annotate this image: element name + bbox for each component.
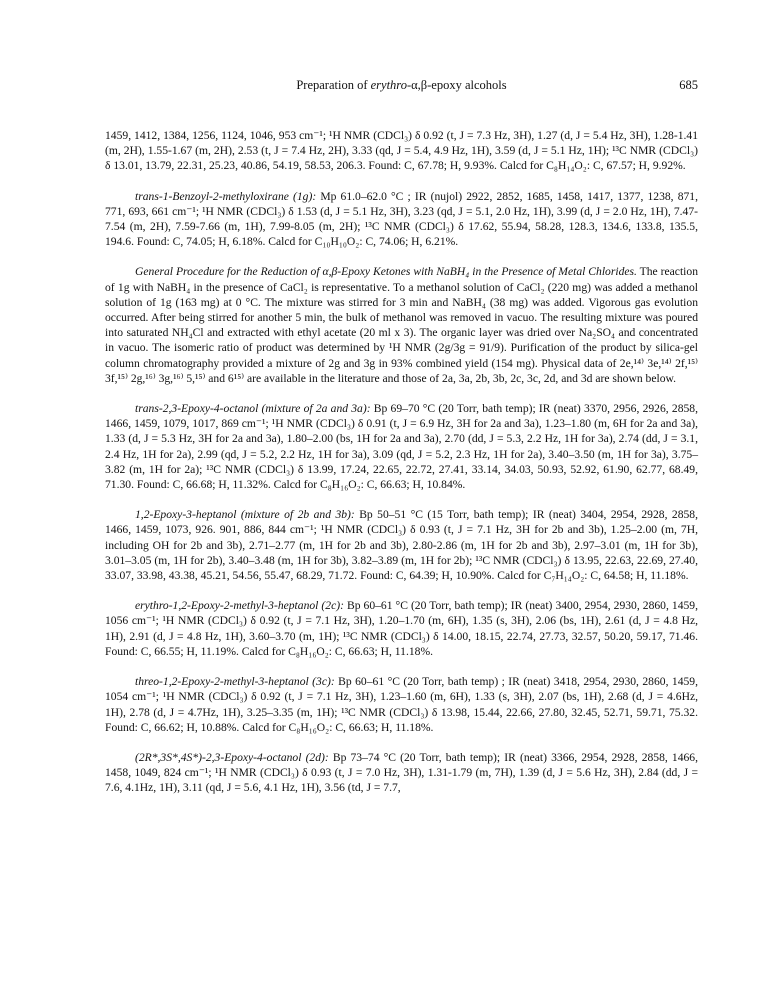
- paragraph-5: 1,2-Epoxy-3-heptanol (mixture of 2b and 3b): Bp 50–51 °C (15 Torr, bath temp); IR (neat) 3404, 2954, 2928, 2858, 1466, 1459, 1073, 926. 901, 886, 844 cm⁻¹; ¹H NMR (CDCl₃) δ 0.93 (t, J = 7.1 Hz, 3H for 2b and 3b), 1.25–2.00 (m, 7H, including OH for 2b and 3b), 2.71–2.77 (m, 1H for 2b and 3b), 2.80-2.86 (m, 1H for 2b and 3b), 2.97–3.01 (m, 1H for 3b), 3.01–3.05 (m, 1H for 2b), 3.40–3.48 (m, 1H for 3b), 3.82–3.89 (m, 1H for 2b); ¹³C NMR (CDCl₃) δ 13.95, 22.63, 22.69, 27.40, 33.07, 33.98, 43.38, 45.21, 54.56, 55.47, 68.29, 71.72. Found: C, 64.39; H, 10.90%. Calcd for C₇H₁₄O₂: C, 64.58; H, 11.18%.: [105, 508, 698, 583]
- paragraph-4: trans-2,3-Epoxy-4-octanol (mixture of 2a and 3a): Bp 69–70 °C (20 Torr, bath temp); IR (neat) 3370, 2956, 2926, 2858, 1466, 1459, 1079, 1017, 869 cm⁻¹; ¹H NMR (CDCl₃) δ 0.91 (t, J = 6.9 Hz, 3H for 2a and 3a), 1.23–1.80 (m, 6H for 2a and 3a), 1.33 (d, J = 5.3 Hz, 3H for 2a and 3a), 1.80–2.00 (bs, 1H for 2a and 3a), 2.70 (dd, J = 5.3, 2.2 Hz, 1H for 3a), 2.74 (dd, J = 3.1, 2.4 Hz, 1H for 2a), 2.99 (qd, J = 5.2, 2.2 Hz, 1H for 3a), 3.09 (qd, J = 5.2, 2.3 Hz, 1H for 2a), 3.40–3.50 (m, 1H for 3a), 3.75–3.82 (m, 1H for 2a); ¹³C NMR (CDCl₃) δ 13.99, 17.24, 22.65, 22.72, 27.41, 33.14, 34.03, 50.93, 52.92, 61.90, 62.77, 68.49, 71.30. Found: C, 66.68; H, 11.32%. Calcd for C₈H₁₆O₂: C, 66.63; H, 10.84%.: [105, 402, 698, 492]
- running-title: Preparation of erythro-α,β-epoxy alcohols: [296, 78, 507, 92]
- paragraph-6: erythro-1,2-Epoxy-2-methyl-3-heptanol (2c): Bp 60–61 °C (20 Torr, bath temp); IR (neat) 3400, 2954, 2930, 2860, 1459, 1056 cm⁻¹; ¹H NMR (CDCl₃) δ 0.92 (t, J = 7.1 Hz, 3H), 1.20–1.70 (m, 6H), 1.35 (s, 3H), 2.06 (bs, 1H), 2.61 (d, J = 4.8 Hz, 1H), 2.91 (d, J = 4.8 Hz, 1H), 3.60–3.70 (m, 1H); ¹³C NMR (CDCl₃) δ 14.00, 18.15, 22.74, 27.73, 32.57, 50.20, 59.17, 71.46. Found: C, 66.55; H, 11.19%. Calcd for C₈H₁₆O₂: C, 66.63; H, 11.18%.: [105, 599, 698, 658]
- paragraph-8: (2R*,3S*,4S*)-2,3-Epoxy-4-octanol (2d): Bp 73–74 °C (20 Torr, bath temp); IR (neat) 3366, 2954, 2928, 2858, 1466, 1458, 1049, 824 cm⁻¹; ¹H NMR (CDCl₃) δ 0.93 (t, J = 7.0 Hz, 3H), 1.31-1.79 (m, 7H), 1.39 (d, J = 5.6 Hz, 3H), 2.84 (dd, J = 7.6, 4.1Hz, 1H), 3.11 (qd, J = 5.6, 4.1 Hz, 1H), 3.56 (td, J = 7.7,: [105, 750, 698, 795]
- paragraph-1: 1459, 1412, 1384, 1256, 1124, 1046, 953 cm⁻¹; ¹H NMR (CDCl₃) δ 0.92 (t, J = 7.3 Hz, 3H), 1.27 (d, J = 5.4 Hz, 3H), 1.28-1.41 (m, 2H), 1.55-1.67 (m, 2H), 2.53 (t, J = 7.4 Hz, 2H), 3.33 (qd, J = 5.4, 4.9 Hz, 1H), 3.59 (d, J = 5.1 Hz, 1H); ¹³C NMR (CDCl₃) δ 13.01, 13.79, 22.31, 25.23, 40.86, 54.19, 58.53, 206.3. Found: C, 67.78; H, 9.93%. Calcd for C₈H₁₄O₂: C, 67.57; H, 9.92%.: [105, 129, 698, 173]
- compound-label: 1,2-Epoxy-3-heptanol (mixture of 2b and 3b):: [135, 508, 355, 522]
- running-header: [105, 78, 698, 94]
- compound-label: threo-1,2-Epoxy-2-methyl-3-heptanol (3c):: [135, 675, 335, 689]
- section-heading: General Procedure for the Reduction of α,β-Epoxy Ketones with NaBH₄ in the Presence of Metal Chlorides.: [135, 265, 637, 279]
- paragraph-7: threo-1,2-Epoxy-2-methyl-3-heptanol (3c): Bp 60–61 °C (20 Torr, bath temp) ; IR (neat) 3418, 2954, 2930, 2860, 1459, 1054 cm⁻¹; ¹H NMR (CDCl₃) δ 0.92 (t, J = 7.1 Hz, 3H), 1.23–1.60 (m, 6H), 1.33 (s, 3H), 2.07 (bs, 1H), 2.68 (d, J = 4.6Hz, 1H), 2.78 (d, J = 4.7Hz, 1H), 3.25–3.35 (m, 1H); ¹³C NMR (CDCl₃) δ 13.98, 15.44, 22.66, 27.80, 32.45, 52.71, 59.71, 75.32. Found: C, 66.62; H, 10.88%. Calcd for C₈H₁₆O₂: C, 66.63; H, 11.18%.: [105, 675, 699, 734]
- page-number: 685: [679, 78, 698, 92]
- compound-label: trans-2,3-Epoxy-4-octanol (mixture of 2a and 3a):: [135, 402, 371, 416]
- document-body: [105, 128, 698, 811]
- compound-label: (2R*,3S*,4S*)-2,3-Epoxy-4-octanol (2d):: [135, 750, 329, 764]
- paragraph-2: trans-1-Benzoyl-2-methyloxirane (1g): Mp 61.0–62.0 °C ; IR (nujol) 2922, 2852, 1685, 1458, 1417, 1377, 1238, 871, 771, 693, 661 cm⁻¹; ¹H NMR (CDCl₃) δ 1.53 (d, J = 5.1 Hz, 3H), 3.23 (qd, J = 5.1, 2.0 Hz, 1H), 3.99 (d, J = 2.0 Hz, 1H), 7.47-7.54 (m, 2H), 7.59-7.66 (m, 1H), 7.99-8.05 (m, 2H); ¹³C NMR (CDCl₃) δ 17.62, 55.94, 58.28, 128.3, 134.6, 133.8, 135.5, 194.6. Found: C, 74.05; H, 6.18%. Calcd for C₁₀H₁₀O₂: C, 74.06; H, 6.21%.: [105, 189, 698, 249]
- paragraph-3: General Procedure for the Reduction of α,β-Epoxy Ketones with NaBH₄ in the Presence of Metal Chlorides. The reaction of 1g with NaBH₄ in the presence of CaCl₂ is representative. To a methanol solution of CaCl₂ (220 mg) was added a methanol solution of 1g (163 mg) at 0 °C. The mixture was stirred for 3 min and NaBH₄ (38 mg) was added. Vigorous gas evolution occurred. After being stirred for another 5 min, the bulk of methanol was removed in vacuo. The resulting mixture was poured into saturated NH₄Cl and extracted with ethyl acetate (20 ml x 3). The organic layer was dried over Na₂SO₄ and concentrated in vacuo. The isomeric ratio of product was determined by ¹H NMR (2g/3g = 91/9). Purification of the product by silica-gel column chromatography provided a mixture of 2g and 3g in 93% combined yield (154 mg). Physical data of 2e,¹⁴⁾ 3e,¹⁴⁾ 2f,¹⁵⁾ 3f,¹⁵⁾ 2g,¹⁶⁾ 3g,¹⁶⁾ 5,¹⁵⁾ and 6¹⁵⁾ are available in the literature and those of 2a, 3a, 2b, 3b, 2c, 3c, 2d, and 3d are shown below.: [105, 265, 698, 385]
- compound-label: erythro-1,2-Epoxy-2-methyl-3-heptanol (2c):: [135, 599, 344, 613]
- compound-label: trans-1-Benzoyl-2-methyloxirane (1g):: [135, 189, 317, 203]
